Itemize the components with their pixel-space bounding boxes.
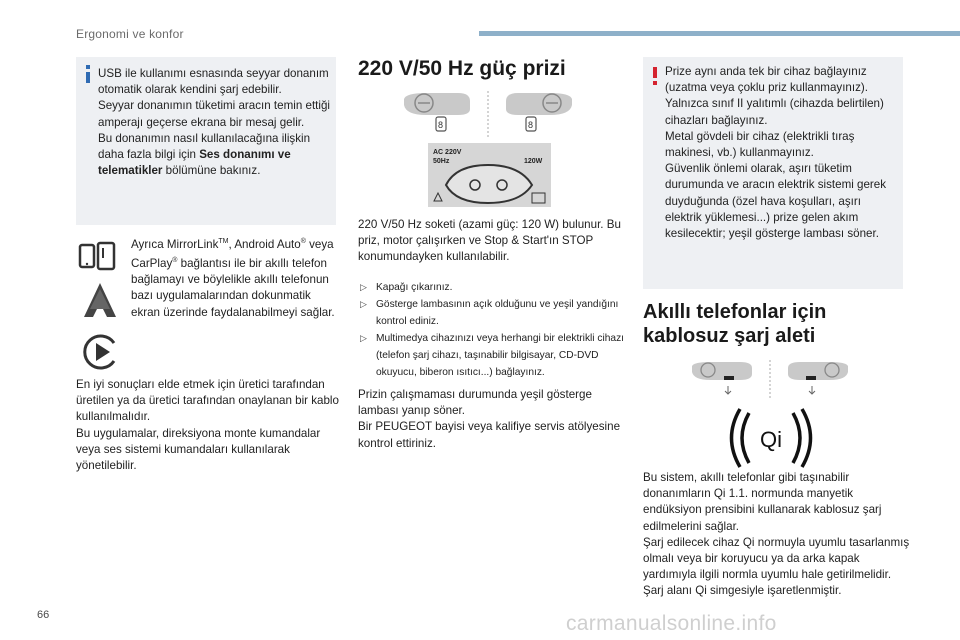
carplay-icon [85,336,114,368]
warning-line-1: Prize aynı anda tek bir cihaz bağlayınız (uzatma veya çoklu priz kullanmayınız). [665,65,868,95]
info-note-line-3: Bu donanımın nasıl kullanılacağına ilişkin daha fazla bilgi için Ses donanımı ve telematikler bölümüne bakınız. [98,131,311,178]
console-location-diagram [398,91,578,137]
list-item: ▷ Gösterge lambasının açık olduğunu ve yeşil yandığını kontrol ediniz. [358,296,626,330]
section-header-title: Ergonomi ve konfor [76,27,184,41]
arrow-right-icon: ▷ [360,299,367,309]
page-number: 66 [37,609,50,621]
socket-power-label: 120W [524,158,543,165]
socket-frequency-label: 50Hz [433,158,450,165]
arrow-right-icon: ▷ [360,333,367,343]
android-auto-icon [84,283,116,317]
qi-wireless-icon [721,405,821,471]
warning-line-3: Metal gövdeli bir cihaz (elektrikli tıraş makinesi, vb.) kullanmayınız. [665,129,855,160]
warning-line-4: Güvenlik önlemi olarak, aşırı tüketim durumunda ve aracın elektrik sistemi gerek duyduğunda (özel hava koşulları, aşırı elektrik yüklemesi...) prize gelen akım kesilecektir; yeşil gösterge lambası söner. [665,162,887,241]
qi-label: Qi [760,427,782,452]
list-item: ▷ Kapağı çıkarınız. [358,279,626,296]
socket-voltage-label: AC 220V [433,149,462,156]
power-socket-title: 220 V/50 Hz güç prizi [358,57,566,80]
connectivity-icons [76,241,126,371]
warning-line-2: Yalnızca sınıf II yalıtımlı (cihazda belirtilen) cihazları bağlayınız. [665,97,884,127]
info-icon [86,65,90,83]
cable-recommendation-text: En iyi sonuçları elde etmek için üretici tarafından üretilen ya da üretici tarafından onaylanan bir kablo kullanılmalıdır. Bu uygulamalar, direksiyona monte kumandalar veya ses sistemi kumandaları kullanılarak yönetilebilir. [76,378,339,473]
socket-illustration [428,143,551,207]
exclamation-icon [653,67,657,85]
socket-description: 220 V/50 Hz soketi (azami güç: 120 W) bulunur. Bu priz, motor çalışırken ve Stop & Start'ın STOP konumundayken kullanılabilir. [358,218,621,264]
wireless-charger-title: Akıllı telefonlar için kablosuz şarj aleti [643,301,827,347]
wireless-location-diagram [688,360,852,400]
header-accent-bar [479,31,960,36]
svg-text:8: 8 [528,120,534,130]
info-note-line-1: USB ile kullanımı esnasında seyyar donanım otomatik olarak kendini şarj edebilir. [98,67,329,97]
arrow-right-icon: ▷ [360,282,367,292]
watermark: carmanualsonline.info [566,612,777,635]
socket-usage-steps [358,279,626,381]
wireless-description: Bu sistem, akıllı telefonlar gibi taşınabilir donanımların Qi 1.1. normunda manyetik endüksiyon prensibini kullanarak kablosuz şarj edilmelerini sağlar. Şarj edilecek cihaz Qi normuyla uyumlu tasarlanmış olmalı veya bir koruyucu ya da arka kapak yardımıyla ilgili normla uyumlu hale getirilmelidir. Şarj alanı Qi simgesiyle işaretlenmiştir. [643,471,910,598]
mirrorlink-icon [80,243,114,269]
list-item: ▷ Multimedya cihazınızı veya herhangi bir elektrikli cihazı (telefon şarj cihazı, taşınabilir bilgisayar, CD-DVD okuyucu, biberon ısıtıcı...) bağlayınız. [358,330,626,381]
info-note-line-2: Seyyar donanımın tüketimi aracın temin ettiği amperajı geçerse ekrana bir mesaj gelir. [98,99,330,129]
socket-failure-text: Prizin çalışmaması durumunda yeşil gösterge lambası yanıp söner. Bir PEUGEOT bayisi veya kalifiye servis atölyesine kontrol ettiriniz. [358,388,621,450]
mirror-text: Ayrıca MirrorLink™, Android Auto® veya CarPlay® bağlantısı ile bir akıllı telefon bağlamayı ve böylelikle akıllı telefonun bazı uygulamalarından dokunmatik ekran üzerinde faydalanabilmeyi sağlar. [131,237,335,319]
svg-text:8: 8 [438,120,444,130]
info-note-reference: Ses donanımı ve telematikler [98,148,291,178]
info-note [76,57,336,225]
warning-note [643,57,903,289]
